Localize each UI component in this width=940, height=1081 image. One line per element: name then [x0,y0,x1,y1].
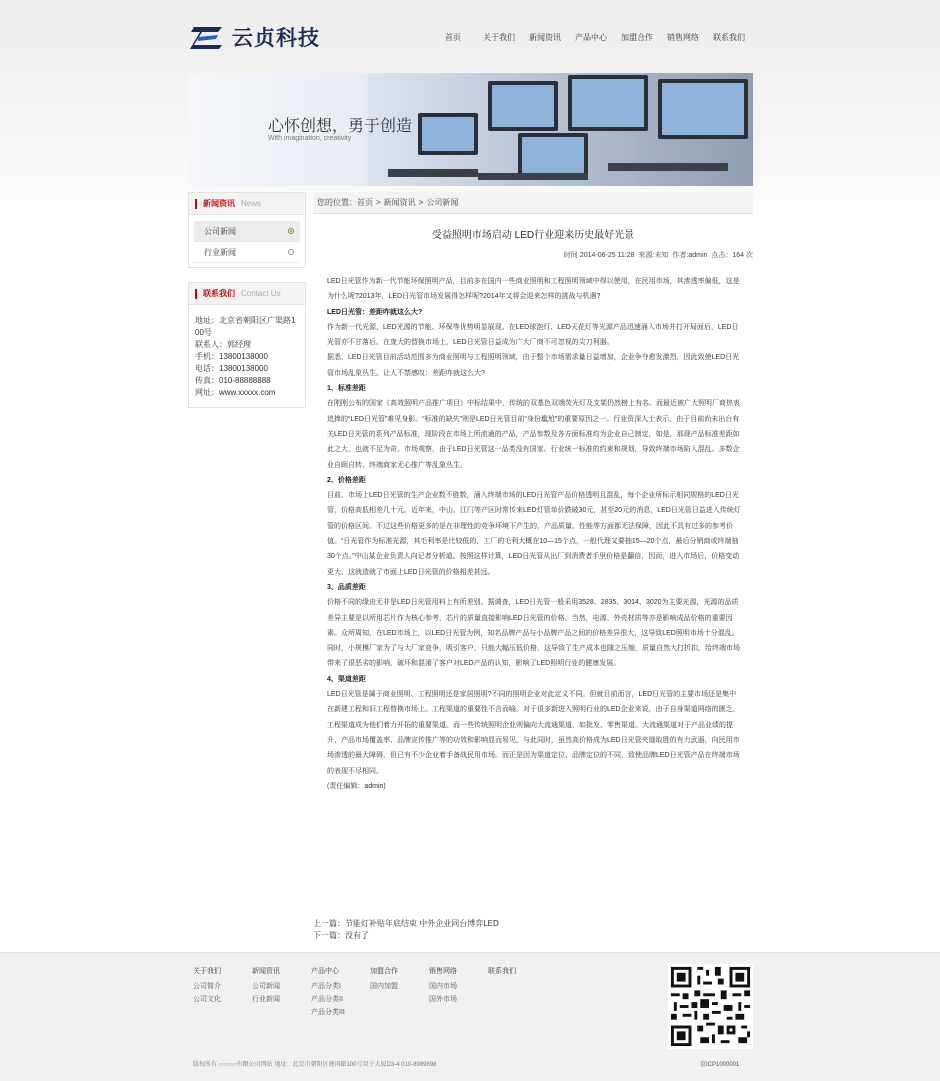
header-accent-bar [195,199,197,209]
main-nav [430,32,752,44]
news-box-title-en: News [241,199,262,208]
article-paragraph: 目前，市场上LED日光管的生产企业数不胜数，涌入终端市场的LED日光管产品价格透明且混乱，每个企业所标示相同规格的LED日光管，价格高低相差几十元。近年来，中山、江门等产区时常传来LED灯管单价跌破30元，甚至20元的消息，LED日光管日益进入传统灯管的价格区间。不过这些价格更多的是在非理性的竞争环境下产生的，产品质量、性能等方面都无法保障，因此不具有过多的参考价值。“日光管作为标准光源，其毛利率是比较低的，工厂的毛利大概在10—15个点，一般代理又要抽15—20个点，最后分销商或终端抽30个点。”中山某企业负责人向记者分析道。按照这样计算，LED日光管从出厂到消费者手里价格是翻倍，因而，进入市场后，价格变动更大，这就造就了市面上LED日光管的价格相差甚远。 [327,492,741,576]
footer-col-sales [429,966,488,1019]
footer-col-about [193,966,252,1019]
breadcrumb-news[interactable]: 新闻资讯 [383,198,416,207]
meta-time-label: 时间 [563,252,578,259]
breadcrumb-prefix: 您的位置： [317,198,357,207]
banner-subtitle: With imagination, creativity [268,135,352,142]
article-paragraph: 在刚刚公布的国家《高效照明产品推广项目》中标结果中，传统的双基色双端荧光灯及支架仍然榜上有名。而最近被广大照明厂商热衷追捧的“LED日光管”难见身影。“标准的缺失”则是LED日光管目前“身份尴尬”的重要原因之一。行业资深人士表示，由于目前尚未出台有关LED日光管的系列产品标准，现阶段在市场上所流通的产品，产品参数及各方面标准均为企业自己制定，如是，那现产品标准差距如此之大，也就不足为奇。市场观察，由于LED日光管这一品类没有国家、行业统一标准的约束和规划，导致终端市场陷入混乱、多数企业自顾自转、终端商家无心推广等乱象丛生。 [327,400,740,469]
footer-col-contact [488,966,547,1019]
news-category-list [189,215,305,267]
article-paragraph: 价格不同的缘由无非是LED日光管用料上有所差别。据调查，LED日光管一般采用3528、2835、3014、3020为主要光源，光源的品质差异主要是以所用芯片作为核心参考，芯片的质量直接影响LED日光管的价格。当然，电源、外壳材质等亦是影响成品价格的重要因素。众所周知，在LED市场上，以LED日光管为例，知名品牌产品与小品牌产品之间的价格差异很大，这导致LED照明市场十分混乱。同时，小规模厂家为了与大厂家竞争，吸引客户，只能大幅压低价格，这导致了生产成本也随之压缩，质量自然大打折扣，给终端市场带来了很恶劣的影响，破坏和混淆了客户对LED产品的认知，影响了LED照明行业的健康发展。 [327,599,740,668]
nav-home[interactable]: 首页 [445,33,461,42]
news-box-title: 新闻资讯 [203,199,235,208]
contact-box-header [189,283,305,305]
qr-code-icon [668,964,753,1049]
bullet-active-icon [288,228,294,234]
news-box-header [189,193,305,215]
article-paragraph: LED日光管作为新一代节能环保照明产品，目前多在国内一些商业照明和工程照明领域中得以使用，在民用市场，其渗透率偏低，这是为什么呢?2013年，LED日光管市场发展得怎样呢?2014年又将会迎来怎样的挑战与机遇? [327,278,740,301]
contact-website[interactable]: 网址：www.xxxxx.com [195,388,276,397]
meta-author: 作者:admin [672,252,708,259]
contact-mobile: 手机：13800138000 [195,352,268,361]
breadcrumb-company-news[interactable]: 公司新闻 [426,198,459,207]
banner [188,73,753,186]
sidebar-item-label: 行业新闻 [204,247,236,257]
footer-col-title[interactable]: 加盟合作 [370,968,398,975]
footer-col-title[interactable]: 新闻资讯 [252,968,280,975]
prev-next-nav [313,918,499,942]
footer-col-products [311,966,370,1019]
footer-copyright: 版权所有 ○○○○○有限公司网站 地址：北京市朝阳区建国路100号双子大厦D3-4 010-8989898 [193,1062,437,1068]
footer-link[interactable]: 公司新闻 [252,983,280,990]
article-heading: 1、标准差距 [327,385,366,393]
bullet-icon [288,249,294,255]
contact-box [188,282,306,408]
meta-time: 2014-06-25 11:28 [579,252,635,259]
footer-link[interactable]: 国外市场 [429,996,457,1003]
footer [0,952,940,1081]
contact-info [189,305,305,407]
main-content [313,192,753,794]
contact-box-title: 联系我们 [203,289,235,298]
footer-link-columns [193,966,547,1019]
contact-person: 联系人：郭经理 [195,340,251,349]
meta-views: 点击：164 次 [711,252,753,259]
footer-col-title[interactable]: 销售网络 [429,968,457,975]
footer-col-title[interactable]: 联系我们 [488,968,516,975]
contact-phone: 电话：13800138000 [195,364,268,373]
article-paragraph: LED日光管是属于商业照明、工程照明还是家居照明?不同的照明企业对此定义不同。但就目前而言，LED日光管的主要市场还是集中在新建工程和旧工程替换市场上。工程渠道的重要性不言而喻。对于很多新进入照明行业的LED企业来说，由于自身渠道网络的匮乏，工程渠道成为他们着力开拓的重要渠道。而一些传统照明企业则偏向大流通渠道，如批发、零售渠道。大流通渠道对于产品业绩的提升、产品市场覆盖率、品牌宣传推广等的功效和影响显而易见。与此同时，虽然高价格成为LED日光管夹缝取胜的有力武器，向民用市场渗透的最大障碍，但已有不少企业着手备战民用市场。而正是因为渠道定位、品牌定位的不同，致使品牌LED日光管产品在终端市场的表现不尽相同。 [327,691,740,775]
breadcrumb [313,192,753,214]
sidebar-item-company-news[interactable] [194,221,300,242]
logo-mark-icon [188,23,228,51]
banner-slogan: 心怀创想，勇于创造 [268,118,413,135]
footer-col-news [252,966,311,1019]
nav-products[interactable]: 产品中心 [575,33,607,42]
meta-source: 来源:未知 [638,252,669,259]
footer-icp[interactable]: 京ICP1000001 [700,1062,740,1068]
prev-article-link[interactable]: 上一篇：节能灯补贴年底结束 中外企业同台博弈LED [313,919,499,928]
sidebar [188,192,306,422]
footer-link[interactable]: 产品分类I [311,983,341,990]
sidebar-item-industry-news[interactable] [194,242,300,263]
breadcrumb-separator: > [418,198,424,207]
article-heading: LED日光管：差距咋就这么大? [327,308,423,316]
sidebar-item-label: 公司新闻 [204,226,236,236]
footer-col-title[interactable]: 关于我们 [193,968,221,975]
nav-news[interactable]: 新闻资讯 [529,33,561,42]
footer-link[interactable]: 产品分类II [311,996,343,1003]
article-editor: (责任编辑：admin) [327,782,386,790]
article-paragraph: 据悉，LED日光管目前活动范围多为商业照明与工程照明领域，由于整个市场需求量日益增加，企业争夺愈发激烈，因此致使LED日光管市场乱象丛生。让人不禁感叹：差距咋就这么大? [327,354,740,377]
article-heading: 3、品质差距 [327,583,366,591]
footer-link[interactable]: 国内市场 [429,983,457,990]
header-accent-bar [195,289,197,299]
nav-contact[interactable]: 联系我们 [713,33,745,42]
footer-link[interactable]: 行业新闻 [252,996,280,1003]
footer-link[interactable]: 产品分类III [311,1009,345,1016]
contact-fax: 传真：010-88888888 [195,376,271,385]
article-paragraph: 作为新一代光源，LED光源的节能、环保等优势明显展现。在LED球泡灯、LED天花灯等光源产品迅速涌入市场并打开局面后，LED日光管亦不甘落后。在庞大的替换市场上，LED日光管日益成为广大厂商不可忽视的尖刀利器。 [327,323,739,347]
article-body [313,274,753,794]
footer-link[interactable]: 公司文化 [193,996,221,1003]
article-heading: 2、价格差距 [327,476,366,484]
footer-link[interactable]: 公司简介 [193,983,221,990]
next-article-link[interactable]: 下一篇：没有了 [313,931,369,940]
article-heading: 4、渠道差距 [327,675,366,683]
breadcrumb-home[interactable]: 首页 [357,198,373,207]
footer-col-title[interactable]: 产品中心 [311,968,339,975]
breadcrumb-separator: > [376,198,381,207]
nav-sales[interactable]: 销售网络 [667,33,699,42]
contact-address: 地址：北京省朝阳区广渠路100号 [195,316,296,337]
footer-col-join [370,966,429,1019]
nav-about[interactable]: 关于我们 [483,33,515,42]
news-box [188,192,306,268]
logo-text: 云贞科技 [232,27,320,50]
footer-link[interactable]: 国内加盟 [370,983,398,990]
article-meta [313,250,753,260]
logo[interactable] [188,22,320,52]
nav-join[interactable]: 加盟合作 [621,33,653,42]
article-title: 受益照明市场启动 LED行业迎来历史最好光景 [431,230,635,241]
contact-box-title-en: Contact Us [241,289,281,298]
